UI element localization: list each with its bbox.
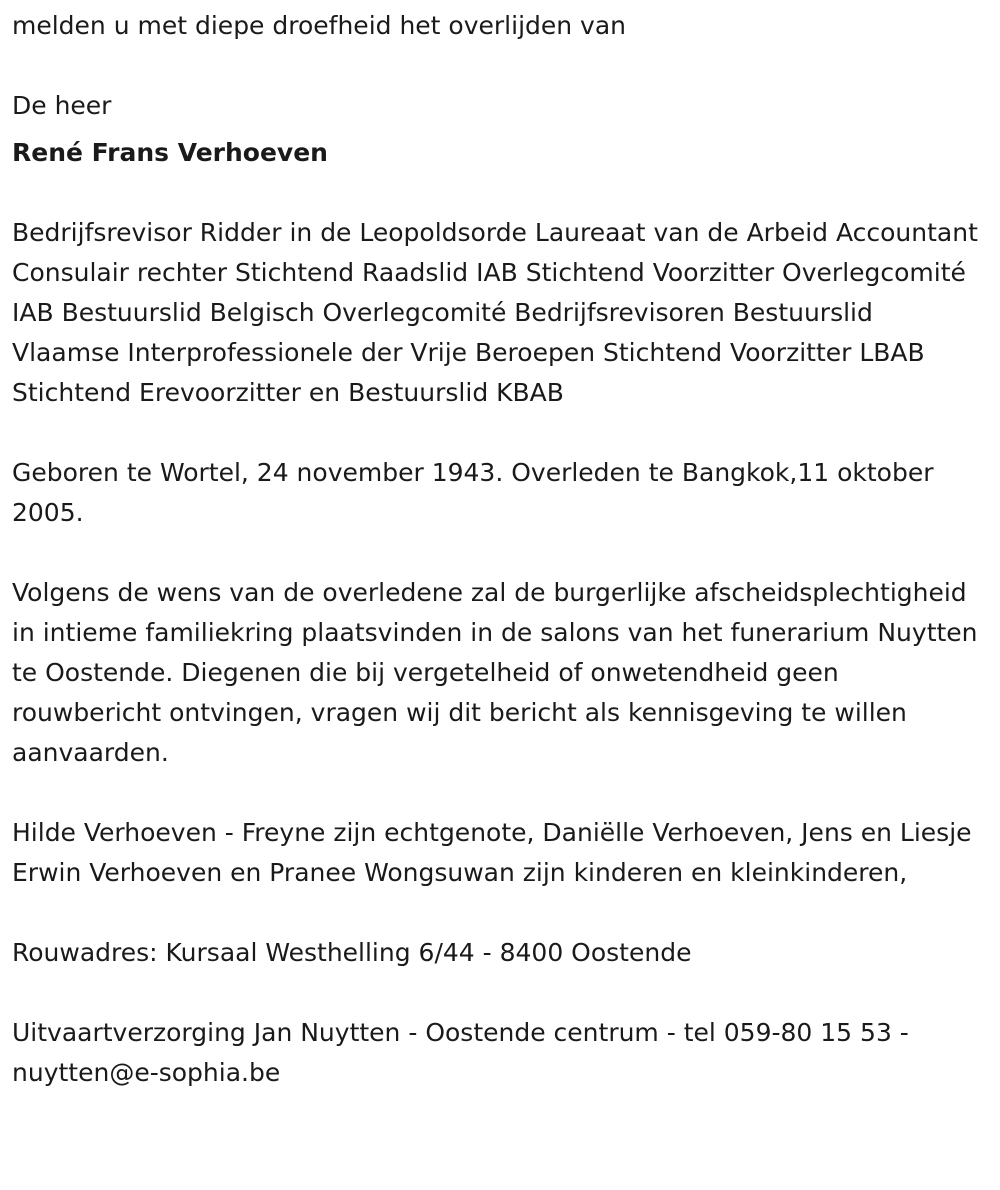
deceased-name: René Frans Verhoeven — [12, 138, 328, 167]
titles-paragraph: Bedrijfsrevisor Ridder in de Leopoldsorde Laureaat van de Arbeid Accountant Consulair rechter Stichtend Raadslid IAB Stichtend Voorzitter Overlegcomité IAB Bestuurslid Belgisch Overlegcomité Bedrijfsrevisoren Bestuurslid Vlaamse Interprofessionele der Vrije Beroepen Stichtend Voorzitter LBAB Stichtend Erevoorzitter en Bestuurslid KBAB — [12, 218, 978, 407]
funeral-home-contact: Uitvaartverzorging Jan Nuytten - Oostende centrum - tel 059-80 15 53 - nuytten@e-sophia.be — [12, 1018, 909, 1087]
ceremony-paragraph: Volgens de wens van de overledene zal de burgerlijke afscheidsplechtigheid in intieme familiekring plaatsvinden in de salons van het funerarium Nuytten te Oostende. Diegenen die bij vergetelheid of onwetendheid geen rouwbericht ontvingen, vragen wij dit bericht als kennisgeving te willen aanvaarden. — [12, 578, 978, 767]
intro-text: melden u met diepe droefheid het overlijden van — [12, 11, 627, 40]
mourning-address: Rouwadres: Kursaal Westhelling 6/44 - 8400 Oostende — [12, 938, 692, 967]
salutation: De heer — [12, 91, 112, 120]
family-paragraph: Hilde Verhoeven - Freyne zijn echtgenote, Daniëlle Verhoeven, Jens en Liesje Erwin Verhoeven en Pranee Wongsuwan zijn kinderen en kleinkinderen, — [12, 818, 972, 887]
birth-death-paragraph: Geboren te Wortel, 24 november 1943. Overleden te Bangkok,11 oktober 2005. — [12, 458, 934, 527]
